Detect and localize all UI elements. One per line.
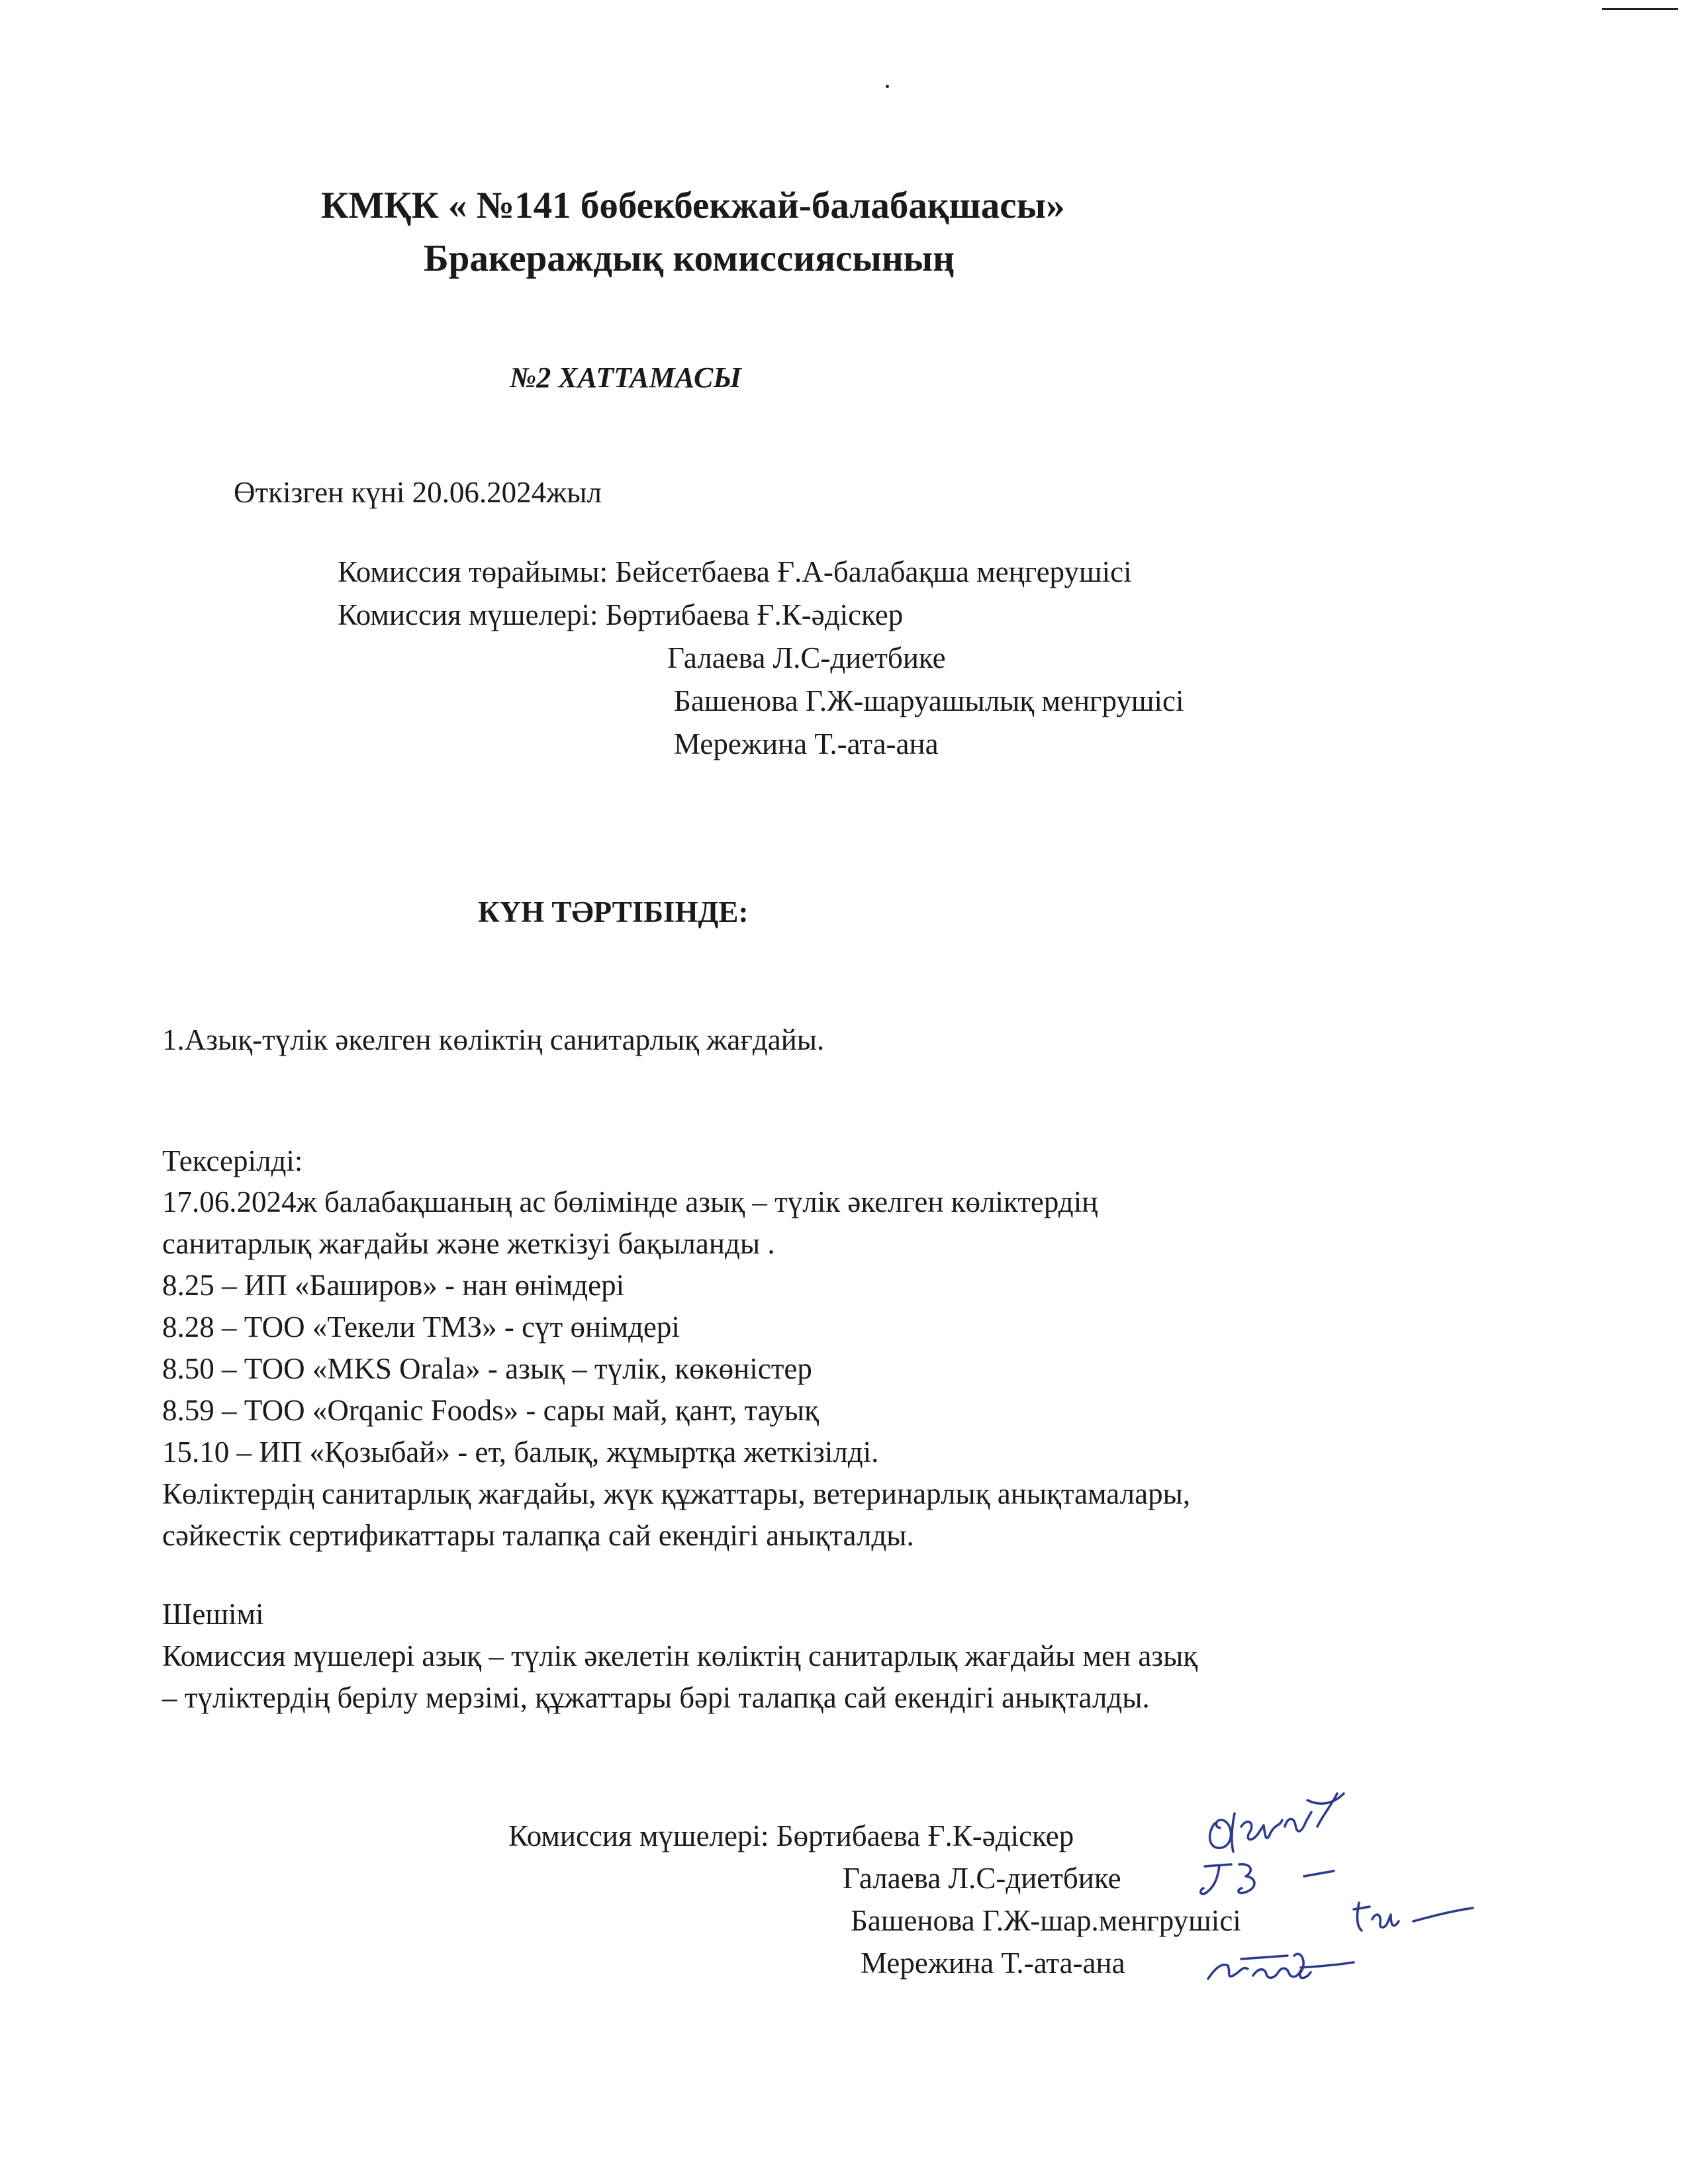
handwritten-signature [1201, 1942, 1360, 1995]
signature-line: Галаева Л.С-диетбике [843, 1862, 1121, 1895]
scan-speck [886, 85, 889, 88]
signature-line: Башенова Г.Ж-шар.менгрушісі [851, 1904, 1241, 1937]
decision-line: – түліктердің берілу мерзімі, құжаттары бәрі талапқа сай екендігі анықталды. [162, 1681, 1150, 1714]
handwritten-signature [1347, 1889, 1479, 1942]
checked-line: 15.10 – ИП «Қозыбай» - ет, балық, жұмыртқа жеткізілді. [162, 1435, 879, 1469]
agenda-item: 1.Азық-түлік әкелген көліктің санитарлық жағдайы. [162, 1023, 825, 1056]
commission-member: Галаева Л.С-диетбике [667, 641, 946, 674]
checked-line: 8.59 – ТОО «Orqanic Foods» - сары май, қант, тауық [162, 1394, 819, 1427]
agenda-heading: КҮН ТӘРТІБІНДЕ: [478, 895, 749, 929]
checked-line: 17.06.2024ж балабақшаның ас бөлімінде азық – түлік әкелген көліктердің [162, 1185, 1098, 1218]
protocol-number: №2 ХАТТАМАСЫ [510, 361, 741, 394]
signature-line: Мережина Т.-ата-ана [861, 1946, 1125, 1979]
org-title: КМҚК « №141 бөбекбекжай-балабақшасы» [321, 185, 1065, 226]
decision-heading: Шешімі [162, 1598, 264, 1631]
checked-line: 8.25 – ИП «Баширов» - нан өнімдері [162, 1269, 625, 1302]
checked-line: Көліктердің санитарлық жағдайы, жүк құжаттары, ветеринарлық анықтамалары, [162, 1477, 1191, 1510]
checked-line: санитарлық жағдайы және жеткізуі бақыланды . [162, 1227, 775, 1260]
commission-member: Мережина Т.-ата-ана [674, 727, 939, 760]
commission-members-label: Комиссия мүшелері: Бөртибаева Ғ.К-әдіскер [338, 598, 904, 631]
commission-chair: Комиссия төрайымы: Бейсетбаева Ғ.А-балабақша меңгерушісі [338, 555, 1132, 588]
checked-line: 8.28 – ТОО «Текели ТМЗ» - сүт өнімдері [162, 1310, 680, 1343]
signature-line: Комиссия мүшелері: Бөртибаева Ғ.К-әдіскер [508, 1819, 1074, 1852]
handwritten-signature [1201, 1787, 1374, 1860]
commission-title: Бракераждық комиссиясының [424, 238, 955, 279]
commission-member: Башенова Г.Ж-шаруашылық менгрушісі [674, 684, 1184, 717]
decision-line: Комиссия мүшелері азық – түлік әкелетін көліктің санитарлық жағдайы мен азық [162, 1639, 1198, 1672]
checked-heading: Тексерілді: [162, 1144, 303, 1177]
checked-line: 8.50 – ТОО «MKS Orala» - азық – түлік, көкөністер [162, 1352, 812, 1385]
scan-edge-line [1602, 8, 1678, 10]
checked-line: сәйкестік сертификаттары талапқа сай екендігі анықталды. [162, 1519, 914, 1552]
handwritten-signature [1192, 1856, 1350, 1903]
meeting-date: Өткізген күні 20.06.2024жыл [234, 476, 602, 509]
